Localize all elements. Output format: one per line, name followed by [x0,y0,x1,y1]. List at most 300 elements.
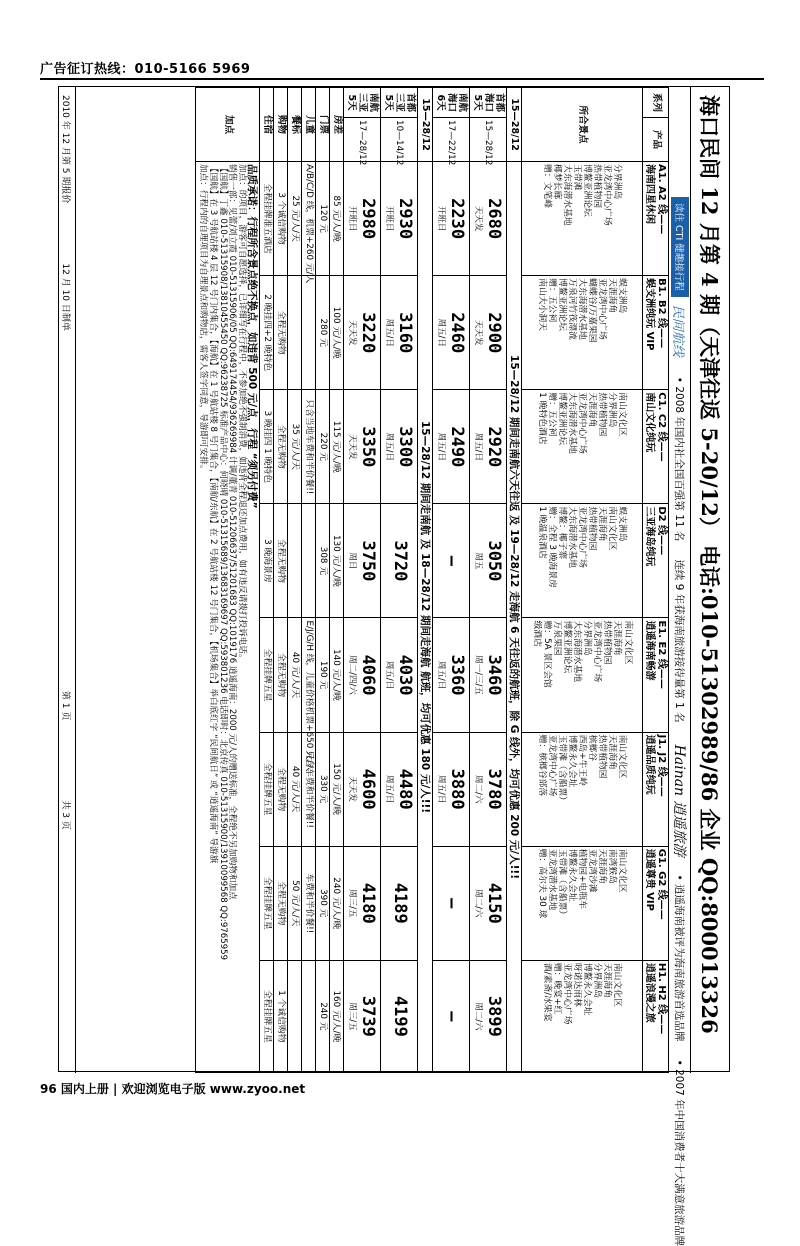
stay-cell: 全程挂牌准五酒店 [260,162,274,276]
row-haikou-south [432,88,469,1073]
price-value: 4060 [357,654,378,696]
spot-item: 亚龙湾潜水基地 [546,848,557,911]
spot-item: 热带植物园 [597,392,608,437]
spot-item: 大东海潜水基地 [572,620,582,683]
spots-cell [522,732,643,846]
row-extra [195,88,259,1073]
spot-item: 级酒店 [531,620,542,647]
spot-item: 博鳌永久会址 [566,734,577,788]
departure-days: 周五 [473,552,484,570]
price-cell [432,276,469,390]
departure-days: 周二/六 [473,774,484,804]
departure-days: 周一/三/五 [473,655,484,695]
spots-cell [522,960,643,1072]
price-cell [432,504,469,618]
shopping-label: 购物 [274,88,288,162]
price-value: 2980 [357,198,378,240]
child-cell [302,504,316,618]
child-label: 儿童 [302,88,316,162]
spot-item: 热带植物园 [592,164,603,209]
spot-item: 亚龙湾中心广场 [546,734,557,797]
meal-cell: 40 元/人/天 [288,618,302,732]
spot-item: 大东海潜水基地 [577,278,588,340]
spot-item: 亚龙湾中心广场 [561,962,572,1025]
price-cell [380,960,417,1072]
award-note-2: • 2007 年中国消费者十大满意旅游品牌 [673,1059,686,1246]
spot-item: 1 晚温泉酒店 [536,506,547,559]
shopping-cell: 全程无购物 [274,732,288,846]
price-cell [380,390,417,504]
departure-days: 周五/日 [436,432,447,461]
departure-days: 天天发 [473,205,484,232]
stay-cell: 全程挂牌五星 [260,732,274,846]
price-cell [469,846,506,960]
hotel-cell: 85 元/人/晚 [329,162,343,276]
price-value: 3750 [357,540,378,582]
spot-item: 万泉河竹筏漂流 [566,278,577,340]
spot-item: 玉带滩（含船票） [556,734,567,805]
product-name: 三亚海岛纯玩 [644,506,656,567]
spots-cell [522,162,643,276]
price-value: 3300 [394,426,415,468]
product-code: E1. E2 线—— [656,620,667,689]
assembly-line-3: 加点：行程内的自理项目为自理景点和购物店，需客人签字同意，导游即可安排。 [197,164,208,474]
price-value: 4199 [389,995,410,1037]
product-code: G1. G2 线—— [656,848,667,920]
product-cell [643,846,669,960]
spot-item: 分界洲岛 [592,962,603,999]
spot-item: 博鳌亚洲论坛 [582,164,593,217]
spot-item: 热带植物园 [597,734,608,779]
shopping-cell: 3 个诚信购物 [274,162,288,276]
product-name: 逍遥尊贵 VIP [644,848,656,911]
spot-item: 天涯海角 [587,392,598,428]
product-name: 逍遥海南畅游 [644,620,656,681]
spot-item: 南山文化区 [617,392,628,437]
shopping-cell: 全程无购物 [274,390,288,504]
spot-item: 博鳌永久会址 [566,848,577,902]
route-date: 17—28/12 [343,118,380,162]
row-meal [288,88,302,1073]
page-total: 共 3 页 [60,800,71,830]
child-cell: E/J/G/H 线，儿童价格机票+650 元/人 [302,618,316,732]
product-cell [643,276,669,390]
spot-item: 亚龙湾中心广场 [592,620,603,683]
spot-item: 亚龙湾中心广场 [597,278,608,340]
price-cell [343,390,380,504]
spot-item: 赠：五公祠 [546,278,557,323]
spot-item: 亚龙湾中心广场 [577,392,588,454]
hotel-cell: 240 元/人/晚 [329,846,343,960]
spot-item: 蝴蝶谷/万嘉果园 [587,278,598,343]
departure-days: 周五/日 [384,318,395,347]
product-name: 逍遥浪漫之旅 [644,962,656,1023]
spot-item: 南山文化区 [622,620,633,665]
quality-promise: 品质承诺：行程所含景点绝不换点，如违背 500 元/点，行程 “须另付费” [246,164,259,509]
price-cell [380,846,417,960]
spot-item: 南山文化区 [607,506,618,551]
spot-item: 热带植物园 [587,506,598,551]
spot-item: 博鳌亚洲论坛 [556,392,567,446]
row-band-2 [417,88,432,1073]
page-number: 第 1 页 [60,690,71,721]
hotel-cell: 115 元/人/晚 [329,390,343,504]
child-cell: 车费和半价餐!! [302,846,316,960]
spot-item: 槟榔谷 [587,734,598,761]
price-cell [343,732,380,846]
discount-band-2: 15—28/12 期间走南航 及 18—28/12 期间走海航 航班，均可优惠 180 元/人!!! [417,162,432,1073]
spot-item: 西岛+牛王岭 [577,734,588,786]
price-value: 3739 [357,995,378,1037]
series-label: 系列 [643,88,669,118]
spot-item: 植物园+电瓶车 [577,848,588,909]
tickets-cell: 190 元 [316,618,330,732]
spot-item: 分界洲岛 [612,164,623,200]
spot-item: 天涯海角 [602,962,613,999]
spot-item: 蜈支洲岛 [617,278,628,314]
stay-cell: 3 晚海景房 [260,504,274,618]
price-value: 3460 [483,654,504,696]
price-cell [432,960,469,1072]
price-cell [469,504,506,618]
stay-cell: 全程挂牌五星 [260,846,274,960]
product-code: J1. J2 线—— [656,734,667,797]
departure-days: 开班日 [436,205,447,232]
price-cell [380,162,417,276]
price-value: 4150 [483,882,504,924]
departure-days: 天天发 [347,776,358,802]
price-cell [343,846,380,960]
departure-days: 开班日 [347,205,358,232]
spot-item: 天涯海角 [612,620,623,656]
spot-item: 分界洲岛 [607,392,618,428]
price-cell [380,276,417,390]
price-value: 4030 [394,654,415,696]
spots-cell [522,276,643,390]
route-label: 首都海口5天 [469,88,506,118]
departure-days: 天天发 [347,319,358,346]
stay-cell: 全程挂牌五星 [260,960,274,1072]
price-value: 2930 [394,198,415,240]
shopping-cell: 全程无购物 [274,504,288,618]
price-value: — [441,898,462,909]
ad-hotline: 广告征订热线：010-5166 5969 [40,62,251,77]
tickets-cell: 220 元 [316,390,330,504]
product-label: 产品 [643,118,669,162]
band2-date: 15—28/12 [417,88,432,162]
spot-item: 赠：五公祠 [546,392,557,437]
product-code: D2 线—— [656,506,667,556]
spot-item: 博鳌：椰子寨 [556,506,567,560]
shopping-cell: 全程无购物 [274,276,288,390]
row-spots [522,88,643,1073]
price-cell [343,618,380,732]
departure-days: 周五/日 [436,660,447,690]
meal-cell: 50 元/人/天 [288,846,302,960]
spot-item: 天涯海角 [597,506,608,542]
route-label: 南航三亚5天 [343,88,380,118]
award-note-1: • 逍遥海南被评为海南旅游首选品牌 [673,874,686,1042]
price-cell [343,276,380,390]
spot-item: 赠：晚宴+红 [551,962,562,1015]
assembly-line-1: 【国航】丁鑫 010-51315908/13810455450 QQ:96238725 标准产品中心：何晓晴 010-51315689/13683169697 QQ:593801236 电话即时：北京传真 010-51315900/13910099568 QQ:9765959 [217,164,228,961]
spot-item: 亚龙湾中心广场 [602,164,613,226]
row-band-1 [506,88,521,1073]
route-label: 南航海口6天 [432,88,469,118]
hotel-cell: 140 元/人/晚 [329,618,343,732]
price-cell [380,618,417,732]
price-value: 2900 [483,312,504,354]
spots-label: 所合景点 [522,88,643,162]
spot-item: 博鳌亚洲论坛 [561,620,572,674]
spot-item: 南山文化区 [617,848,628,893]
price-value: 4480 [394,768,415,810]
price-cell [469,162,506,276]
price-cell [432,162,469,276]
product-code: C1. C2 线—— [656,392,667,462]
spot-item: 玉带滩（含船票） [556,848,567,920]
spot-item: 酒/素斋/冰果宴 [541,962,552,1022]
tickets-cell: 120 元 [316,162,330,276]
title-text: 海口民间 12 月第 4 期（天津往返 5-20/12） 电话:010-51302989/86 企业 QQ:800013326 [697,95,722,1034]
tickets-cell: 280 元 [316,276,330,390]
page-footer: 96 国内上册 | 欢迎浏览电子版 www.zyoo.net [40,1082,306,1096]
departure-days: 周五/日 [384,432,395,461]
price-value: 3899 [483,995,504,1037]
spot-item: 赠：全程 3 晚海景房 [546,506,557,588]
departure-days: 开班日 [384,205,395,232]
price-cell [432,732,469,846]
price-cell [469,390,506,504]
stay-cell: 2 晚挂四+2 晚特色 [260,276,274,390]
cti-badge: 读住 CTI 健趣接行程 [671,197,689,297]
departure-days: 周五/日 [473,432,484,461]
child-cell [302,960,316,1072]
spot-item: 呀诺达雨林 [572,962,582,1007]
product-name: 海南四星休闲 [644,164,656,225]
tickets-cell: 240 元 [316,960,330,1072]
row-hotel [329,88,343,1073]
departure-days: 天天发 [473,319,484,346]
notes-cell [195,162,259,1073]
band1-date: 15—28/12 [506,88,521,162]
spot-item: 大东海潜水基地 [566,506,577,568]
tickets-cell: 308 元 [316,504,330,618]
stay-cell: 3 晚挂四 1 晚特色 [260,390,274,504]
price-cell [380,504,417,618]
row-stay [260,88,274,1073]
spot-item: 南山大小洞天 [536,278,547,331]
hotel-label: 房差 [329,88,343,162]
meal-cell [288,960,302,1072]
child-cell: A/B/C/D 线，机票+260 元/人 [302,162,316,276]
spots-cell [522,504,643,618]
meal-cell: 40 元/人/天 [288,732,302,846]
row-tickets [316,88,330,1073]
product-cell [643,960,669,1072]
route-date: 17—22/12 [432,118,469,162]
product-cell [643,618,669,732]
extra-note: 加点：的项目，游客可自愿选择，已详细写在行程中，不参加绝不强制消费，如违背全程退还加点费用，如有违反请拨打投诉电话。 [237,164,248,663]
spot-item: 热带植物园 [602,620,613,665]
spots-cell [522,846,643,960]
product-cell [643,162,669,276]
price-value: — [441,555,462,567]
product-cell [643,732,669,846]
assembly-line-2: 【国航】在 3 号航站楼 4 层 12 号门内集合，【海航】在 1 号航站楼 8 号门集合，【南航/东航】在 2 号航站楼 12 号门集合，【机场集合】举白底红字 “民间航日” 或 “逍遥海南” 导游旗 [207,164,218,864]
spot-item: 大东海潜水基地 [566,392,577,454]
stay-cell: 全程挂牌五星 [260,618,274,732]
price-cell [432,846,469,960]
departure-days: 周日 [347,552,358,570]
product-name: 南山文化纯玩 [644,392,656,453]
hotel-cell: 130 元/人/晚 [329,504,343,618]
brand-logo: 民间航线 [670,304,686,357]
hotel-cell: 160 元/人/晚 [329,960,343,1072]
price-cell [343,162,380,276]
spots-cell [522,618,643,732]
row-sanya-south [343,88,380,1073]
row-child [302,88,316,1073]
spot-item: 南湾猴岛 [607,848,618,884]
child-cell [302,276,316,390]
spot-item: 天涯海角 [607,734,618,770]
price-cell [432,618,469,732]
row-product [643,88,669,1073]
spot-item: 蜈支洲岛 [617,506,628,542]
price-value: 2460 [446,312,467,354]
price-cell [343,960,380,1072]
spot-item: 赠：槟榔谷部落 [536,734,547,797]
product-cell [643,390,669,504]
shopping-cell: 全程无购物 [274,618,288,732]
product-name: 逍遥品质纯玩 [644,734,656,795]
spot-item: 椰梦长廊 [551,164,562,200]
shopping-cell: 1 个诚信购物 [274,960,288,1072]
spot-item: 天涯海角 [597,848,608,884]
spot-item: 南山文化区 [612,962,623,1007]
issue-text: 2010 年 12 月第 5 期报价 [60,95,71,204]
meal-cell: 35 元/人/天 [288,390,302,504]
spot-item: 1 晚特色酒店 [536,392,547,445]
price-value: — [441,1011,462,1022]
price-cell [469,618,506,732]
price-cell [469,276,506,390]
rank-note-2: 连续 9 年获海南旅游接待量第 1 名 [673,559,686,723]
tickets-label: 门票 [316,88,330,162]
spot-item: 博鳌永久会址 [582,962,593,1016]
price-value: 3720 [389,540,410,582]
sheet-title [690,87,729,1073]
spot-item: 大东海潜水基地 [561,164,572,226]
row-haikou-capital [469,88,506,1073]
departure-days: 周二/四/六 [347,655,358,695]
product-name: 蜈支洲纯玩 VIP [644,278,656,351]
departure-days: 周二/六 [473,889,484,918]
contact-line: 销售一部：见蕾/刘立霞 010-51315906/05 QQ:649174454/936269984 计调/董青 010-51206637/51201683 QQ:1019176 逍遥海南：2000 元/人的赠送标准，全程绝不另加购物和加点 [227,164,238,900]
departure-days: 天天发 [347,434,358,460]
product-cell [643,504,669,618]
price-value: 3220 [357,312,378,354]
price-value: 3360 [446,654,467,696]
child-cell: 只含当地车费和半价餐!! [302,390,316,504]
spot-item: 博鳌亚洲论坛 [556,278,567,331]
price-value: 2490 [446,426,467,468]
price-value: 4180 [357,882,378,924]
price-value: 3160 [394,312,415,354]
route-date: 10—14/12 [380,118,417,162]
departure-days: 周三/五 [347,1002,358,1031]
departure-days: 周五/日 [384,774,395,804]
product-code: A1. A2 线—— [656,164,667,235]
price-value: 4189 [389,882,410,924]
make-date: 12 月 10 日制单 [60,263,71,331]
departure-days: 周二/六 [473,1002,484,1031]
spots-cell [522,390,643,504]
sub-header [668,87,691,1246]
price-value: 4600 [357,768,378,810]
product-code: H1. H2 线—— [656,962,667,1035]
price-cell [469,732,506,846]
price-cell [343,504,380,618]
departure-days: 周五/日 [436,774,447,804]
shopping-cell: 全程无购物 [274,846,288,960]
price-value: 2680 [483,198,504,240]
spot-item: 玉带滩 [572,164,582,191]
row-shopping [274,88,288,1073]
product-code: B1. B2 线—— [656,278,667,349]
spot-item: 天涯海角 [607,278,618,314]
child-cell: 只含车费和半价餐!! [302,732,316,846]
stay-label: 住宿 [260,88,274,162]
meal-label: 餐标 [288,88,302,162]
discount-band-1: 15—28/12 期间走南航六天往返 及 19—28/12 走海航 6 天往返的航班，除 G 线外，均可优惠 200 元/人!!! [506,162,521,1073]
spot-item: 赠：文笔峰 [541,164,552,209]
price-value: 3050 [483,540,504,582]
meal-cell: 25 元/人/天 [288,162,302,276]
price-table [195,87,669,1073]
route-label: 首都三亚5天 [380,88,417,118]
row-sanya-capital [380,88,417,1073]
hotel-cell: 150 元/人/晚 [329,732,343,846]
spot-item: 赠：高尔夫 30 球 [536,848,547,919]
price-value: 3350 [357,426,378,468]
price-value: 2920 [483,426,504,468]
meal-cell [288,504,302,618]
price-value: 2230 [446,198,467,240]
tickets-cell: 330 元 [316,732,330,846]
departure-days: 周五/日 [384,660,395,690]
spot-item: 分界洲岛 [582,620,593,656]
departure-days: 周五/日 [436,318,447,347]
spot-item: 赠：5A 景区会馆 [541,620,552,688]
tickets-cell: 390 元 [316,846,330,960]
price-value: 3780 [483,768,504,810]
spot-item: 万泉果园 [551,620,562,656]
spot-item: 南山文化区 [617,734,628,779]
price-cell [469,960,506,1072]
meal-cell [288,276,302,390]
departure-days: 周三/五 [347,889,358,918]
spot-item: 亚龙湾中心广场 [577,506,588,568]
price-cell [432,390,469,504]
price-value: 3880 [446,768,467,810]
issue-bar [59,87,76,1073]
hotel-cell: 100 元/人/晚 [329,276,343,390]
top-rule [40,78,764,80]
route-date: 15—28/12 [469,118,506,162]
spot-item: 亚龙湾沙滩 [587,848,598,893]
